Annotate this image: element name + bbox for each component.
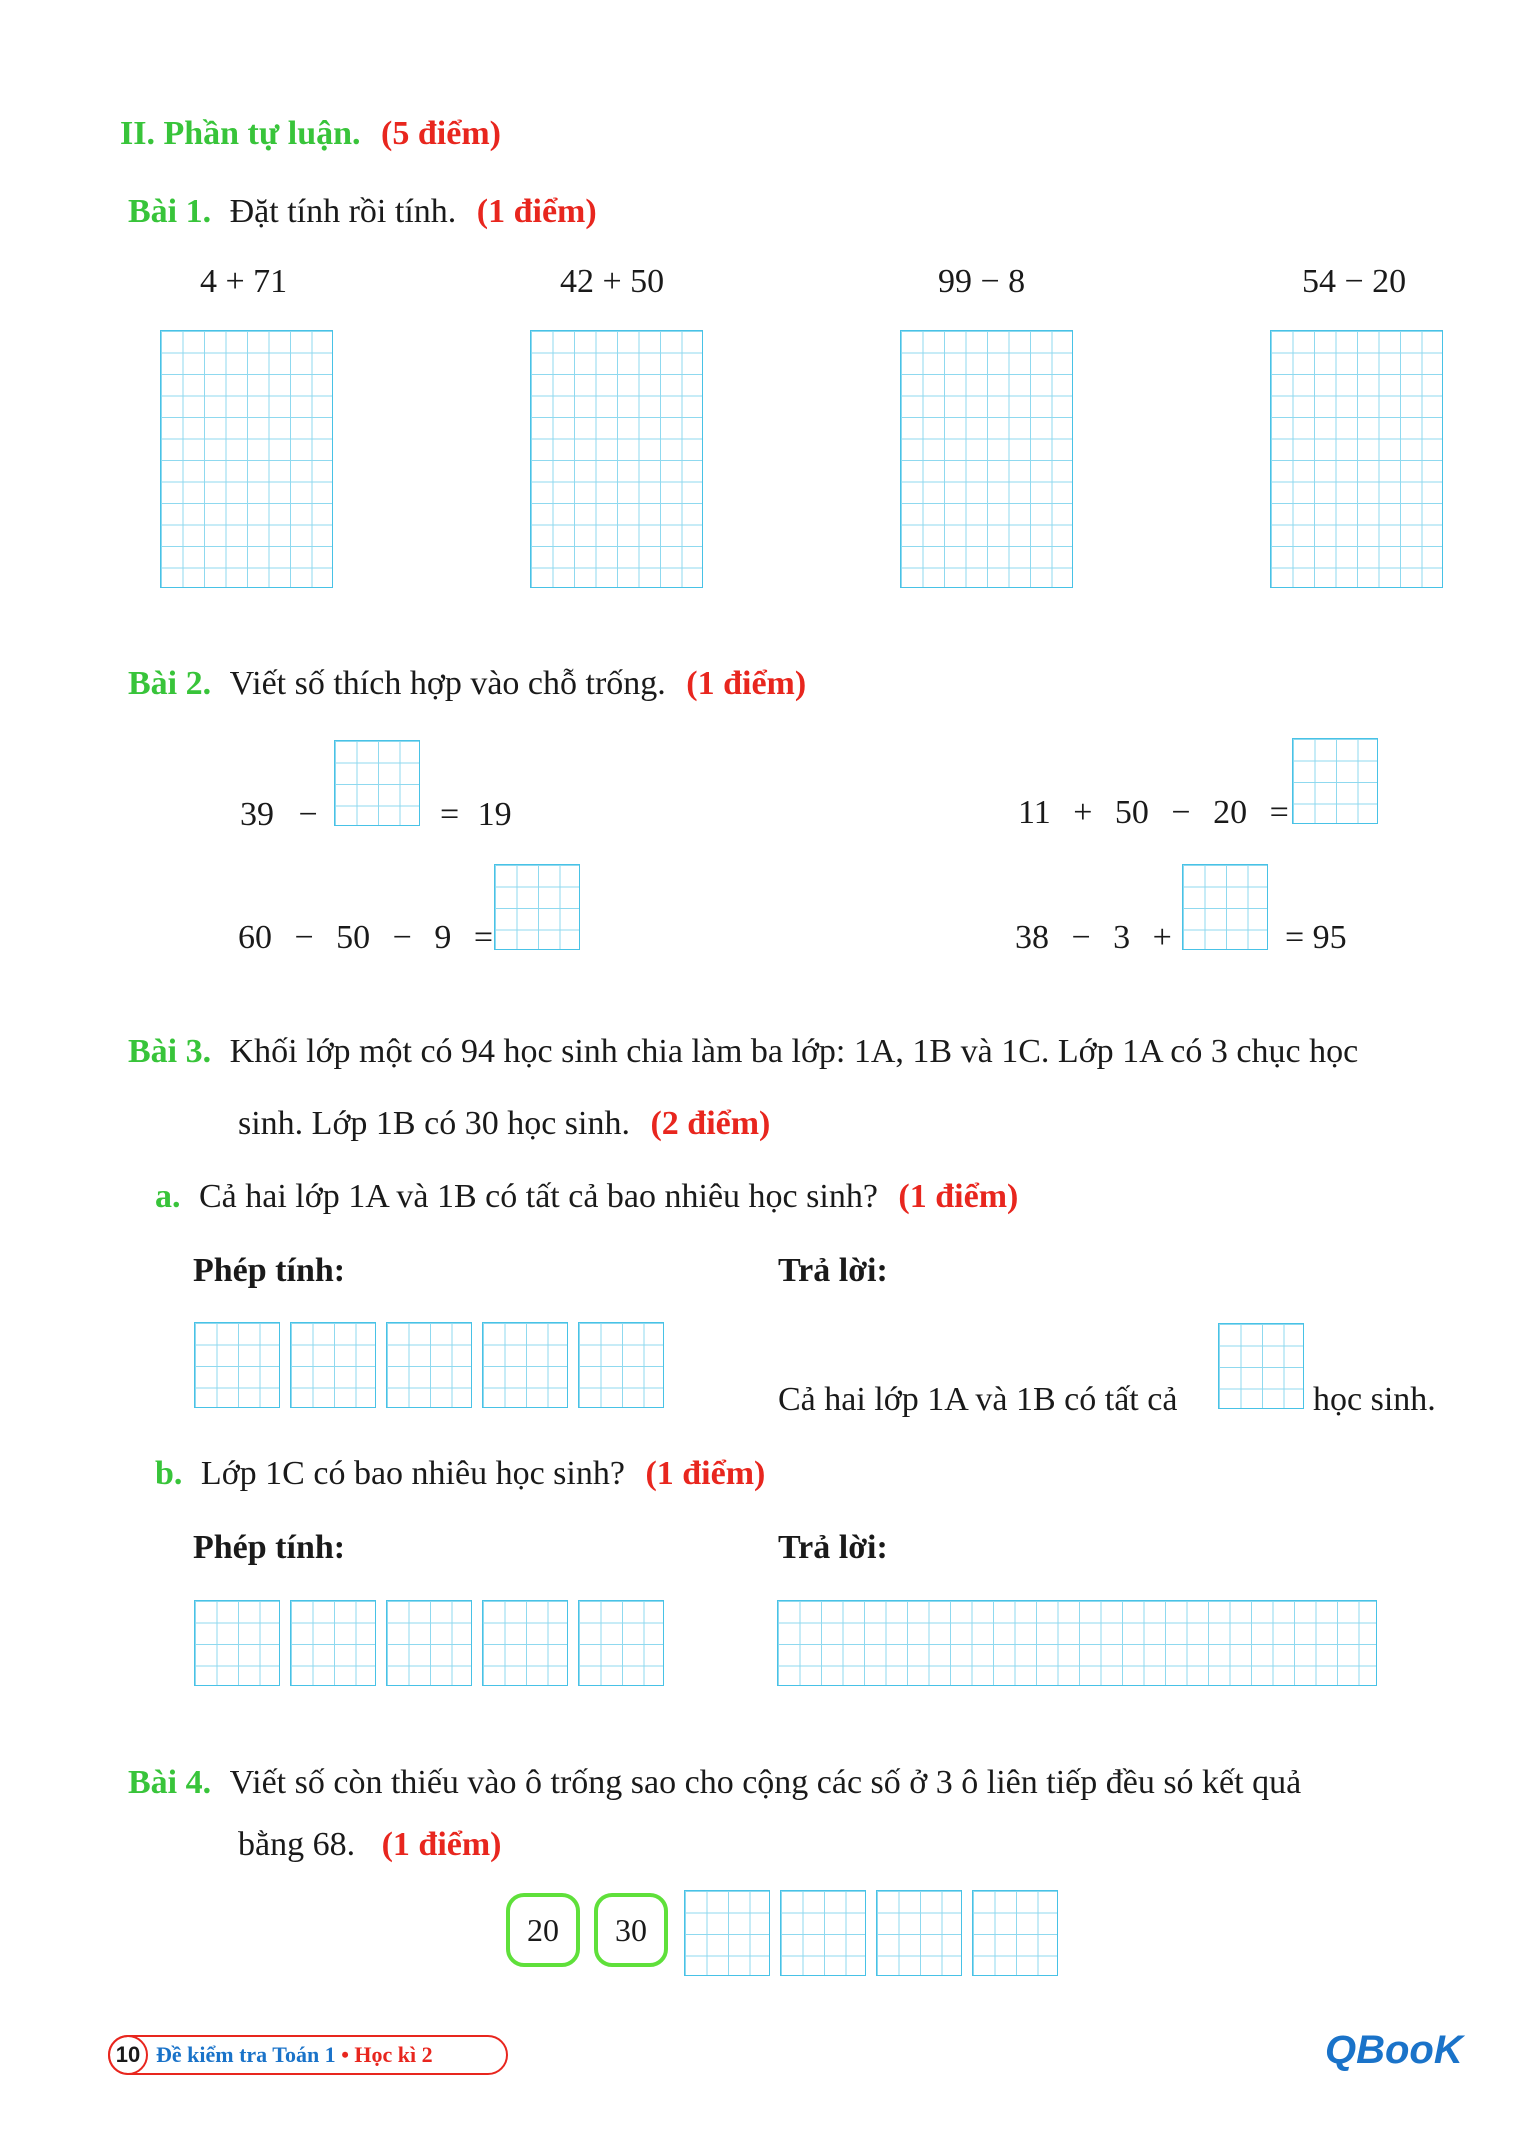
bai2-eq1-right: = 19: [440, 796, 512, 833]
bai2-eq4-answer-box[interactable]: [1182, 864, 1268, 950]
bai2-points: (1 điểm): [686, 665, 807, 702]
bai3a-label: a.: [155, 1178, 181, 1215]
bai3a-phep-tinh-label: Phép tính:: [193, 1252, 346, 1289]
bai4-line1: [128, 1763, 1301, 1803]
bai4-given-box-1: [506, 1893, 580, 1967]
bai4-label: Bài 4.: [128, 1764, 212, 1801]
bai3-points: (2 điểm): [650, 1105, 771, 1142]
bai3b-calc-box-1[interactable]: [194, 1600, 280, 1686]
bai2-heading: [128, 664, 806, 704]
bai1-text: Đặt tính rồi tính.: [229, 193, 457, 230]
bai3-line1: [128, 1032, 1358, 1072]
bai2-eq1-answer-box[interactable]: [334, 740, 420, 826]
bai3a-question: [155, 1177, 1018, 1217]
bai2-eq3-answer-box[interactable]: [494, 864, 580, 950]
bai3b-question: [155, 1454, 765, 1494]
bai1-expr-1: 4 + 71: [200, 263, 288, 300]
bai4-empty-box-2[interactable]: [780, 1890, 866, 1976]
bai3-line2: [238, 1104, 770, 1144]
bai3b-calc-box-2[interactable]: [290, 1600, 376, 1686]
qbook-logo: QBooK: [1325, 2028, 1463, 2072]
bai1-points: (1 điểm): [476, 193, 597, 230]
bai4-text-line2: bằng 68.: [238, 1826, 356, 1863]
bai1-expr-4: 54 − 20: [1302, 263, 1407, 300]
bai3a-answer-box[interactable]: [1218, 1323, 1304, 1409]
bai4-empty-box-1[interactable]: [684, 1890, 770, 1976]
footer-title: [156, 2040, 433, 2070]
bai1-expr-3: 99 − 8: [938, 263, 1026, 300]
bai3b-calc-box-4[interactable]: [482, 1600, 568, 1686]
bai4-empty-box-3[interactable]: [876, 1890, 962, 1976]
bai3b-tra-loi-label: Trả lời:: [778, 1529, 888, 1566]
footer-separator: •: [341, 2042, 349, 2067]
bai3b-calc-box-3[interactable]: [386, 1600, 472, 1686]
bai2-eq4-right: = 95: [1285, 919, 1347, 956]
bai3-label: Bài 3.: [128, 1033, 212, 1070]
bai3a-calc-box-4[interactable]: [482, 1322, 568, 1408]
bai3a-answer-pre: Cả hai lớp 1A và 1B có tất cả: [778, 1381, 1178, 1418]
section-title: II. Phần tự luận.: [120, 115, 361, 152]
bai3a-answer-post: học sinh.: [1313, 1381, 1436, 1418]
bai3b-calc-box-5[interactable]: [578, 1600, 664, 1686]
section-heading: [120, 114, 501, 154]
bai2-eq1-left: 39 −: [240, 796, 318, 833]
bai4-points: (1 điểm): [381, 1826, 502, 1863]
bai2-eq3-left: 60 − 50 − 9 =: [238, 919, 494, 956]
bai3a-calc-box-3[interactable]: [386, 1322, 472, 1408]
bai3b-points: (1 điểm): [645, 1455, 766, 1492]
bai4-text-line1: Viết số còn thiếu vào ô trống sao cho cộng các số ở 3 ô liên tiếp đều só kết quả: [229, 1764, 1302, 1801]
bai4-line2: [238, 1825, 502, 1865]
bai3-text-line1: Khối lớp một có 94 học sinh chia làm ba lớp: 1A, 1B và 1C. Lớp 1A có 3 chục học: [229, 1033, 1359, 1070]
bai4-value-2: 30: [615, 1911, 647, 1948]
bai1-work-grid-3[interactable]: [900, 330, 1073, 588]
bai1-label: Bài 1.: [128, 193, 212, 230]
footer-term: Học kì 2: [354, 2042, 433, 2067]
bai1-work-grid-1[interactable]: [160, 330, 333, 588]
bai4-value-1: 20: [527, 1911, 559, 1948]
bai3-text-line2: sinh. Lớp 1B có 30 học sinh.: [238, 1105, 630, 1142]
page-number: 10: [108, 2035, 148, 2075]
bai2-label: Bài 2.: [128, 665, 212, 702]
bai3a-calc-box-5[interactable]: [578, 1322, 664, 1408]
bai2-eq2-answer-box[interactable]: [1292, 738, 1378, 824]
bai1-heading: [128, 192, 597, 232]
bai3a-calc-box-2[interactable]: [290, 1322, 376, 1408]
bai1-work-grid-4[interactable]: [1270, 330, 1443, 588]
bai1-work-grid-2[interactable]: [530, 330, 703, 588]
bai4-empty-box-4[interactable]: [972, 1890, 1058, 1976]
bai3a-tra-loi-label: Trả lời:: [778, 1252, 888, 1289]
bai2-eq2-left: 11 + 50 − 20 =: [1018, 794, 1289, 831]
bai4-given-box-2: [594, 1893, 668, 1967]
bai3a-text: Cả hai lớp 1A và 1B có tất cả bao nhiêu học sinh?: [199, 1178, 878, 1215]
bai3a-points: (1 điểm): [898, 1178, 1019, 1215]
bai3b-label: b.: [155, 1455, 183, 1492]
bai3b-text: Lớp 1C có bao nhiêu học sinh?: [200, 1455, 625, 1492]
bai3b-answer-grid[interactable]: [777, 1600, 1377, 1686]
bai3b-phep-tinh-label: Phép tính:: [193, 1529, 346, 1566]
bai3a-calc-box-1[interactable]: [194, 1322, 280, 1408]
section-points: (5 điểm): [381, 115, 501, 152]
bai2-eq4-left: 38 − 3 +: [1015, 919, 1172, 956]
bai1-expr-2: 42 + 50: [560, 263, 665, 300]
bai2-text: Viết số thích hợp vào chỗ trống.: [229, 665, 666, 702]
footer-book-title: Đề kiểm tra Toán 1: [156, 2042, 336, 2067]
